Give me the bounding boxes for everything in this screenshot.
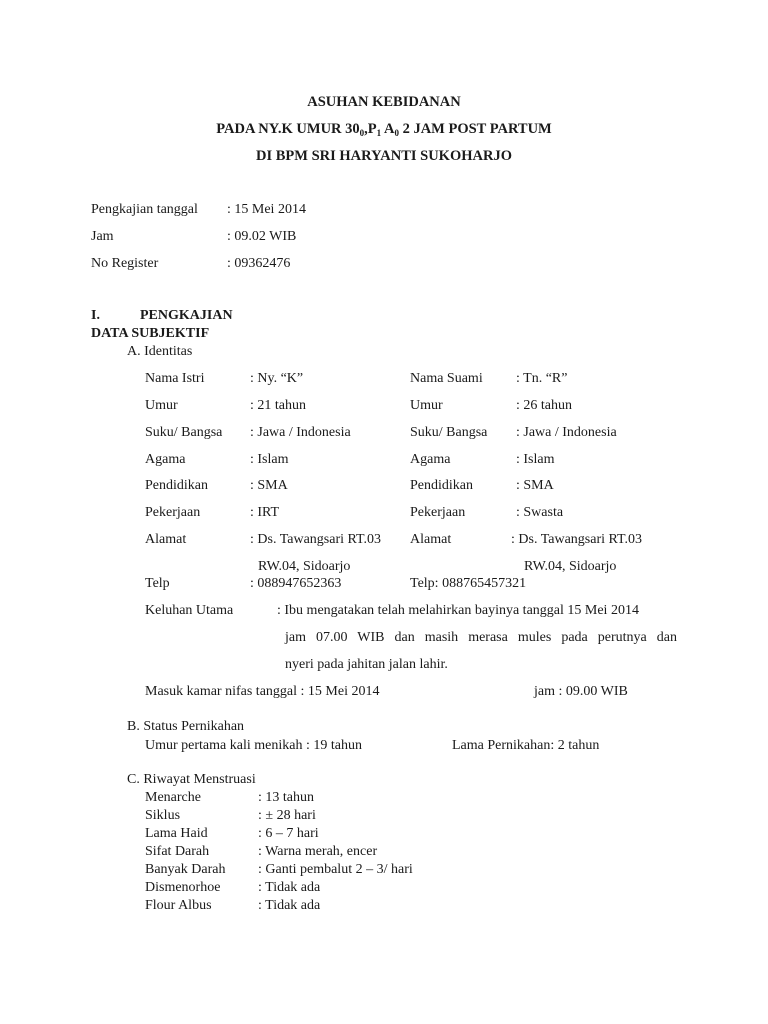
identitas-label-suami: Nama Suami bbox=[410, 371, 483, 386]
masuk-jam: jam : 09.00 WIB bbox=[534, 684, 628, 699]
meta-value-time: : 09.02 WIB bbox=[227, 229, 297, 244]
menstruasi-label-lama-haid: Lama Haid bbox=[145, 826, 208, 841]
menstruasi-value-siklus: : ± 28 hari bbox=[258, 808, 316, 823]
status-heading: B. Status Pernikahan bbox=[127, 719, 245, 734]
identitas-label-alamat-istri: Alamat bbox=[145, 532, 187, 547]
identitas-value-suku-istri: : Jawa / Indonesia bbox=[250, 425, 351, 440]
identitas-label-pendidikan-istri: Pendidikan bbox=[145, 478, 208, 493]
status-umur-menikah: Umur pertama kali menikah : 19 tahun bbox=[145, 738, 362, 753]
menstruasi-value-banyak-darah: : Ganti pembalut 2 – 3/ hari bbox=[258, 862, 413, 877]
identitas-label-pekerjaan-suami: Pekerjaan bbox=[410, 505, 466, 520]
keluhan-label: Keluhan Utama bbox=[145, 603, 234, 618]
menstruasi-value-lama-haid: : 6 – 7 hari bbox=[258, 826, 319, 841]
menstruasi-label-flour-albus: Flour Albus bbox=[145, 898, 212, 913]
alamat-istri-continued: RW.04, Sidoarjo bbox=[258, 559, 351, 574]
identitas-value-alamat-suami: : Ds. Tawangsari RT.03 bbox=[511, 532, 643, 547]
identitas-value-suami: : Tn. “R” bbox=[516, 371, 568, 386]
title-line-2: PADA NY.K UMUR $30_0,P_1$ $A_0$ 2 JAM POST PARTUM bbox=[216, 121, 552, 138]
meta-label-register: No Register bbox=[91, 256, 159, 271]
identitas-value-alamat-istri: : Ds. Tawangsari RT.03 bbox=[250, 532, 382, 547]
identitas-label-suku-suami: Suku/ Bangsa bbox=[410, 425, 488, 440]
section-subtitle: DATA SUBJEKTIF bbox=[91, 326, 210, 341]
keluhan-line-1: : Ibu mengatakan telah melahirkan bayinya tanggal 15 Mei 2014 bbox=[277, 603, 639, 618]
meta-label-date: Pengkajian tanggal bbox=[91, 202, 198, 217]
telp-istri-value: : 088947652363 bbox=[250, 576, 342, 591]
meta-value-date: : 15 Mei 2014 bbox=[227, 202, 306, 217]
menstruasi-label-siklus: Siklus bbox=[145, 808, 181, 823]
identitas-label-istri: Nama Istri bbox=[145, 371, 205, 386]
identitas-value-agama-istri: : Islam bbox=[250, 452, 289, 467]
identitas-value-agama-suami: : Islam bbox=[516, 452, 555, 467]
telp-istri-label: Telp bbox=[145, 576, 170, 591]
identitas-heading: A. Identitas bbox=[127, 344, 193, 359]
identitas-value-suku-suami: : Jawa / Indonesia bbox=[516, 425, 617, 440]
identitas-label-pendidikan-suami: Pendidikan bbox=[410, 478, 473, 493]
identitas-value-pendidikan-istri: : SMA bbox=[250, 478, 288, 493]
menstruasi-value-sifat-darah: : Warna merah, encer bbox=[258, 844, 378, 859]
menstruasi-label-banyak-darah: Banyak Darah bbox=[145, 862, 226, 877]
keluhan-line-3: nyeri pada jahitan jalan lahir. bbox=[285, 657, 448, 672]
menstruasi-heading: C. Riwayat Menstruasi bbox=[127, 772, 256, 787]
menstruasi-label-menarche: Menarche bbox=[145, 790, 201, 805]
keluhan-line-2: jam 07.00 WIB dan masih merasa mules pada perutnya dan bbox=[285, 630, 677, 645]
identitas-value-umur-suami: : 26 tahun bbox=[516, 398, 572, 413]
identitas-label-umur-istri: Umur bbox=[145, 398, 178, 413]
status-lama-pernikahan: Lama Pernikahan: 2 tahun bbox=[452, 738, 600, 753]
identitas-value-umur-istri: : 21 tahun bbox=[250, 398, 306, 413]
identitas-value-istri: : Ny. “K” bbox=[250, 371, 304, 386]
identitas-label-suku-istri: Suku/ Bangsa bbox=[145, 425, 223, 440]
title-line-1: ASUHAN KEBIDANAN bbox=[307, 94, 461, 110]
identitas-label-pekerjaan-istri: Pekerjaan bbox=[145, 505, 201, 520]
section-number: I. bbox=[91, 308, 100, 323]
menstruasi-value-flour-albus: : Tidak ada bbox=[258, 898, 321, 913]
alamat-suami-continued: RW.04, Sidoarjo bbox=[524, 559, 617, 574]
menstruasi-label-dismenorhoe: Dismenorhoe bbox=[145, 880, 221, 895]
identitas-value-pekerjaan-istri: : IRT bbox=[250, 505, 280, 520]
section-title: PENGKAJIAN bbox=[140, 308, 233, 323]
menstruasi-value-dismenorhoe: : Tidak ada bbox=[258, 880, 321, 895]
identitas-value-pendidikan-suami: : SMA bbox=[516, 478, 554, 493]
identitas-label-agama-istri: Agama bbox=[145, 452, 186, 467]
meta-label-time: Jam bbox=[91, 229, 114, 244]
telp-suami: Telp: 088765457321 bbox=[410, 576, 527, 591]
menstruasi-label-sifat-darah: Sifat Darah bbox=[145, 844, 210, 859]
identitas-label-agama-suami: Agama bbox=[410, 452, 451, 467]
identitas-label-umur-suami: Umur bbox=[410, 398, 443, 413]
identitas-value-pekerjaan-suami: : Swasta bbox=[516, 505, 564, 520]
identitas-label-alamat-suami: Alamat bbox=[410, 532, 452, 547]
meta-value-register: : 09362476 bbox=[227, 256, 291, 271]
menstruasi-value-menarche: : 13 tahun bbox=[258, 790, 314, 805]
masuk-nifas: Masuk kamar nifas tanggal : 15 Mei 2014 bbox=[145, 684, 380, 699]
title-line-3: DI BPM SRI HARYANTI SUKOHARJO bbox=[256, 148, 512, 164]
